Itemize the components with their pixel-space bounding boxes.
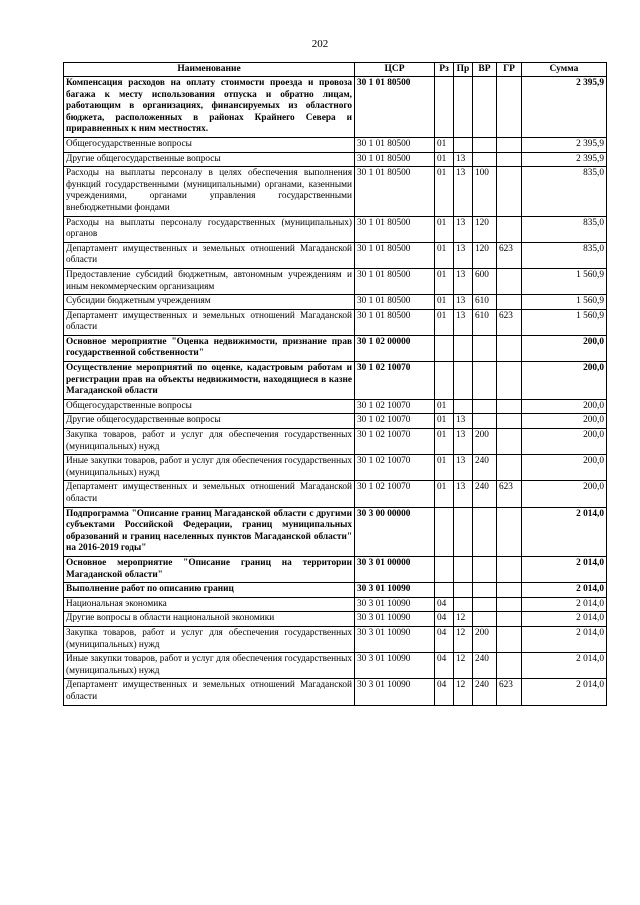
cell-name: Расходы на выплаты персоналу в целях обеспечения выполнения функций государственными (муниципальными) органами, казенными учреждениями, органами управления государственными внебюджетными фондами [64,167,355,216]
cell-vr [473,137,497,152]
cell-pr: 13 [454,309,473,335]
cell-vr: 200 [473,429,497,455]
cell-sum: 835,0 [522,242,607,268]
cell-name: Общегосударственные вопросы [64,137,355,152]
cell-csr: 30 1 02 10070 [355,481,435,507]
cell-pr: 12 [454,653,473,679]
cell-csr: 30 3 01 10090 [355,626,435,652]
cell-name: Основное мероприятие "Оценка недвижимости, признание прав государственной собственности" [64,335,355,361]
table-body [64,77,607,706]
cell-name: Общегосударственные вопросы [64,399,355,414]
cell-sum: 2 014,0 [522,583,607,598]
cell-rz: 01 [435,295,454,310]
cell-pr [454,362,473,400]
cell-name: Департамент имущественных и земельных отношений Магаданской области [64,679,355,705]
cell-rz: 01 [435,455,454,481]
cell-csr: 30 1 02 10070 [355,455,435,481]
cell-csr: 30 3 01 10090 [355,597,435,612]
cell-pr: 13 [454,429,473,455]
cell-pr [454,399,473,414]
cell-gr [497,335,522,361]
cell-rz: 04 [435,653,454,679]
table-row [64,556,607,582]
header-csr: ЦСР [355,63,435,77]
cell-gr [497,597,522,612]
cell-pr: 13 [454,152,473,167]
cell-rz: 01 [435,414,454,429]
budget-table [63,62,607,706]
cell-csr: 30 1 01 80500 [355,309,435,335]
cell-name: Другие вопросы в области национальной экономики [64,612,355,627]
cell-csr: 30 3 01 00000 [355,556,435,582]
header-rz: Рз [435,63,454,77]
cell-rz: 04 [435,597,454,612]
cell-vr [473,583,497,598]
cell-rz: 04 [435,612,454,627]
cell-rz [435,335,454,361]
cell-gr [497,77,522,138]
cell-csr: 30 1 02 10070 [355,399,435,414]
header-row [64,63,607,77]
cell-pr [454,77,473,138]
cell-vr [473,414,497,429]
cell-rz: 01 [435,429,454,455]
cell-pr: 13 [454,295,473,310]
table-row [64,626,607,652]
cell-vr: 600 [473,268,497,294]
cell-vr [473,597,497,612]
cell-sum: 200,0 [522,414,607,429]
cell-name: Компенсация расходов на оплату стоимости проезда и провоза багажа к месту использования отпуска и обратно лицам, работающим в организациях, финансируемых из областного бюджета, расположенных в районах Крайнего Севера и приравненных к ним местностях. [64,77,355,138]
cell-pr: 13 [454,242,473,268]
cell-csr: 30 3 00 00000 [355,507,435,556]
cell-csr: 30 3 01 10090 [355,679,435,705]
cell-sum: 200,0 [522,455,607,481]
cell-gr: 623 [497,309,522,335]
cell-csr: 30 1 01 80500 [355,268,435,294]
cell-csr: 30 1 01 80500 [355,216,435,242]
cell-gr [497,653,522,679]
table-row [64,335,607,361]
cell-rz: 01 [435,216,454,242]
cell-rz: 01 [435,268,454,294]
cell-gr: 623 [497,481,522,507]
cell-vr: 100 [473,167,497,216]
cell-csr: 30 1 02 10070 [355,414,435,429]
cell-name: Департамент имущественных и земельных отношений Магаданской области [64,481,355,507]
cell-name: Другие общегосударственные вопросы [64,414,355,429]
cell-gr [497,167,522,216]
page-number: 202 [311,38,329,50]
cell-vr: 240 [473,455,497,481]
table-row [64,612,607,627]
table-row [64,481,607,507]
cell-pr: 12 [454,626,473,652]
cell-name: Расходы на выплаты персоналу государственных (муниципальных) органов [64,216,355,242]
cell-name: Осуществление мероприятий по оценке, кадастровым работам и регистрации прав на объекты недвижимости, находящиеся в казне Магаданской области [64,362,355,400]
cell-sum: 835,0 [522,167,607,216]
cell-vr [473,152,497,167]
cell-rz: 04 [435,626,454,652]
cell-vr: 200 [473,626,497,652]
table-row [64,507,607,556]
cell-rz [435,507,454,556]
cell-rz: 01 [435,481,454,507]
cell-vr: 610 [473,295,497,310]
cell-sum: 200,0 [522,335,607,361]
cell-csr: 30 1 01 80500 [355,77,435,138]
table-row [64,583,607,598]
cell-gr [497,556,522,582]
cell-pr [454,137,473,152]
cell-vr: 120 [473,216,497,242]
cell-name: Другие общегосударственные вопросы [64,152,355,167]
cell-rz [435,556,454,582]
cell-name: Основное мероприятие "Описание границ на территории Магаданской области" [64,556,355,582]
cell-pr [454,597,473,612]
cell-name: Департамент имущественных и земельных отношений Магаданской области [64,242,355,268]
cell-csr: 30 1 02 00000 [355,335,435,361]
cell-gr [497,362,522,400]
cell-gr [497,216,522,242]
cell-pr: 13 [454,481,473,507]
cell-gr [497,429,522,455]
cell-sum: 2 014,0 [522,653,607,679]
cell-sum: 2 014,0 [522,612,607,627]
cell-name: Закупка товаров, работ и услуг для обеспечения государственных (муниципальных) нужд [64,626,355,652]
header-vr: ВР [473,63,497,77]
cell-csr: 30 3 01 10090 [355,653,435,679]
cell-sum: 200,0 [522,399,607,414]
header-name: Наименование [64,63,355,77]
table-row [64,429,607,455]
cell-vr [473,399,497,414]
cell-csr: 30 1 01 80500 [355,152,435,167]
table-row [64,597,607,612]
table-row [64,399,607,414]
cell-vr [473,507,497,556]
cell-pr: 12 [454,679,473,705]
table-row [64,653,607,679]
cell-name: Субсидии бюджетным учреждениям [64,295,355,310]
cell-csr: 30 1 01 80500 [355,242,435,268]
cell-pr [454,507,473,556]
cell-gr [497,612,522,627]
cell-sum: 2 014,0 [522,507,607,556]
cell-gr: 623 [497,242,522,268]
cell-rz: 01 [435,152,454,167]
header-gr: ГР [497,63,522,77]
cell-rz: 01 [435,137,454,152]
table-row [64,268,607,294]
header-pr: Пр [454,63,473,77]
table-row [64,362,607,400]
cell-sum: 1 560,9 [522,309,607,335]
cell-csr: 30 1 01 80500 [355,167,435,216]
cell-csr: 30 1 01 80500 [355,295,435,310]
cell-sum: 1 560,9 [522,295,607,310]
table-row [64,167,607,216]
cell-gr [497,137,522,152]
cell-vr [473,77,497,138]
table-row [64,137,607,152]
cell-vr: 240 [473,653,497,679]
cell-csr: 30 1 01 80500 [355,137,435,152]
cell-csr: 30 3 01 10090 [355,612,435,627]
cell-sum: 200,0 [522,362,607,400]
table-row [64,455,607,481]
table-header [64,63,607,77]
cell-sum: 2 014,0 [522,597,607,612]
table-row [64,77,607,138]
cell-rz: 01 [435,242,454,268]
table-row [64,152,607,167]
cell-pr [454,556,473,582]
cell-gr [497,583,522,598]
cell-gr [497,507,522,556]
cell-name: Иные закупки товаров, работ и услуг для обеспечения государственных (муниципальных) нужд [64,653,355,679]
table-row [64,414,607,429]
cell-pr: 13 [454,268,473,294]
table-row [64,242,607,268]
cell-sum: 835,0 [522,216,607,242]
cell-name: Иные закупки товаров, работ и услуг для обеспечения государственных (муниципальных) нужд [64,455,355,481]
cell-pr: 13 [454,216,473,242]
cell-gr [497,414,522,429]
cell-gr [497,152,522,167]
table-row [64,679,607,705]
cell-vr: 120 [473,242,497,268]
cell-name: Департамент имущественных и земельных отношений Магаданской области [64,309,355,335]
cell-pr: 13 [454,414,473,429]
table-row [64,216,607,242]
cell-sum: 1 560,9 [522,268,607,294]
cell-csr: 30 3 01 10090 [355,583,435,598]
cell-sum: 2 395,9 [522,77,607,138]
cell-vr [473,556,497,582]
cell-rz: 01 [435,167,454,216]
cell-gr [497,295,522,310]
cell-gr [497,268,522,294]
cell-rz [435,583,454,598]
cell-gr [497,455,522,481]
cell-sum: 2 395,9 [522,152,607,167]
cell-vr [473,335,497,361]
cell-name: Закупка товаров, работ и услуг для обеспечения государственных (муниципальных) нужд [64,429,355,455]
cell-name: Выполнение работ по описанию границ [64,583,355,598]
cell-vr [473,612,497,627]
table-row [64,295,607,310]
cell-pr [454,335,473,361]
cell-rz: 01 [435,309,454,335]
cell-csr: 30 1 02 10070 [355,429,435,455]
cell-pr: 12 [454,612,473,627]
cell-rz: 01 [435,399,454,414]
cell-name: Подпрограмма "Описание границ Магаданской области с другими субъектами Российской Федерации, границ муниципальных образований и границ населенных пунктов Магаданской области" на 2016-2019 годы" [64,507,355,556]
cell-rz [435,77,454,138]
table-row [64,309,607,335]
cell-sum: 2 014,0 [522,556,607,582]
cell-sum: 200,0 [522,429,607,455]
cell-sum: 200,0 [522,481,607,507]
cell-vr [473,362,497,400]
cell-sum: 2 395,9 [522,137,607,152]
cell-rz: 04 [435,679,454,705]
cell-name: Предоставление субсидий бюджетным, автономным учреждениям и иным некоммерческим организациям [64,268,355,294]
cell-gr [497,399,522,414]
cell-vr: 240 [473,481,497,507]
cell-vr: 610 [473,309,497,335]
cell-vr: 240 [473,679,497,705]
cell-name: Национальная экономика [64,597,355,612]
cell-pr: 13 [454,167,473,216]
cell-pr: 13 [454,455,473,481]
cell-rz [435,362,454,400]
cell-csr: 30 1 02 10070 [355,362,435,400]
header-sum: Сумма [522,63,607,77]
cell-pr [454,583,473,598]
cell-gr [497,626,522,652]
cell-sum: 2 014,0 [522,679,607,705]
cell-sum: 2 014,0 [522,626,607,652]
cell-gr: 623 [497,679,522,705]
